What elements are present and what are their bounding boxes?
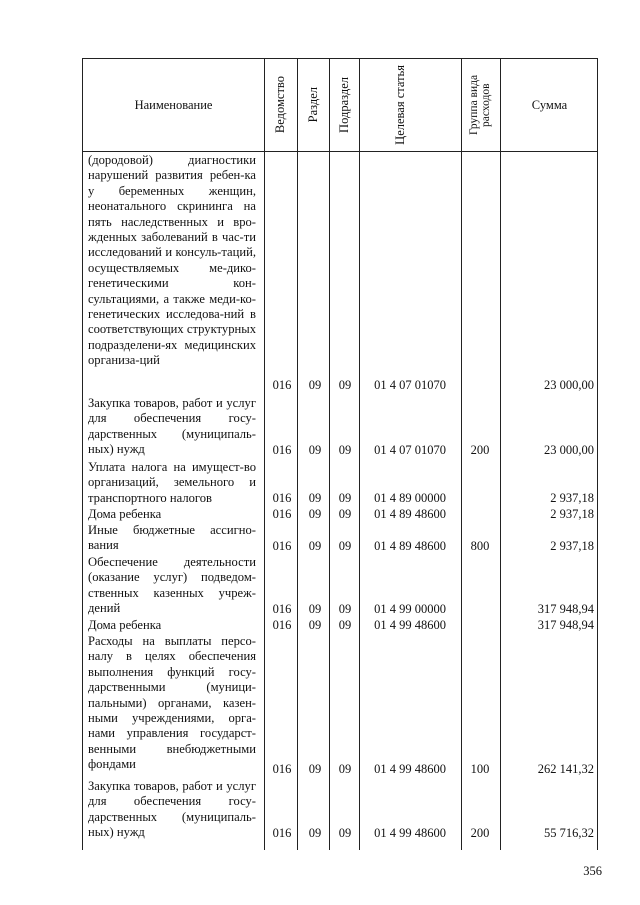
row-summa: 23 000,00 — [544, 443, 594, 457]
col-divider — [461, 59, 462, 850]
col-divider — [359, 59, 360, 850]
row-summa: 2 937,18 — [550, 507, 594, 521]
row-celevaya: 01 4 99 48600 — [374, 618, 446, 632]
row-podrazdel: 09 — [338, 507, 352, 521]
row-vedomstvo: 016 — [272, 443, 292, 457]
row-summa: 55 716,32 — [544, 826, 594, 840]
row-name: Расходы на выплаты персо-налу в целях обеспечения выполнения функций госу-дарственными (муници-пальными) органами, казен-ными учреждениями, орга-нами управления государст-венными внебюджетными фондами — [88, 634, 256, 772]
row-vedomstvo: 016 — [272, 539, 292, 553]
row-vedomstvo: 016 — [272, 507, 292, 521]
header-podrazdel-label: Подраздел — [336, 77, 351, 133]
header-celevaya-label: Целевая статья — [393, 65, 407, 145]
header-name-label: Наименование — [134, 97, 213, 112]
row-razdel: 09 — [308, 507, 322, 521]
row-razdel: 09 — [308, 378, 322, 392]
row-podrazdel: 09 — [338, 618, 352, 632]
row-name: Закупка товаров, работ и услуг для обеспечения госу-дарственных (муниципаль-ных) нужд — [88, 396, 256, 457]
row-celevaya: 01 4 99 48600 — [374, 826, 446, 840]
row-name: (дородовой) диагностики нарушений развития ребен-ка у беременных женщин, неонатального скрининга на пять наследственных и вро-жденных заболеваний в час-ти исследований и консуль-таций, осуществляемых ме-дико-генетическими кон-сультациями, а также меди-ко-генетических исследова-ний в соответствующих структурных подразделени-ях медицинских организа-ций — [88, 153, 256, 368]
header-gruppa — [461, 59, 500, 151]
row-name: Дома ребенка — [88, 507, 162, 521]
row-razdel: 09 — [308, 443, 322, 457]
row-name: Обеспечение деятельности (оказание услуг) подведом-ственных казенных учреж-дений — [88, 555, 256, 616]
row-celevaya: 01 4 07 01070 — [374, 443, 446, 457]
row-razdel: 09 — [308, 539, 322, 553]
row-name: Дома ребенка — [88, 618, 162, 632]
row-gruppa: 800 — [470, 539, 490, 553]
header-summa — [500, 59, 599, 151]
row-razdel: 09 — [308, 826, 322, 840]
row-podrazdel: 09 — [338, 491, 352, 505]
row-gruppa: 200 — [470, 443, 490, 457]
row-name: Иные бюджетные ассигно-вания — [88, 523, 256, 553]
row-celevaya: 01 4 89 48600 — [374, 539, 446, 553]
row-vedomstvo: 016 — [272, 762, 292, 776]
row-vedomstvo: 016 — [272, 378, 292, 392]
row-vedomstvo: 016 — [272, 602, 292, 616]
header-gruppa-label: Группа вида расходов — [468, 74, 493, 136]
row-podrazdel: 09 — [338, 539, 352, 553]
header-name — [83, 59, 264, 151]
row-vedomstvo: 016 — [272, 491, 292, 505]
row-summa: 317 948,94 — [537, 618, 594, 632]
row-gruppa: 200 — [470, 826, 490, 840]
row-name: Уплата налога на имущест-во организаций, земельного и транспортного налогов — [88, 460, 256, 505]
row-razdel: 09 — [308, 491, 322, 505]
row-gruppa: 100 — [470, 762, 490, 776]
row-razdel: 09 — [308, 762, 322, 776]
header-vedomstvo-label: Ведомство — [273, 76, 288, 134]
page-number: 356 — [583, 864, 602, 878]
header-celevaya — [359, 59, 461, 151]
row-celevaya: 01 4 89 48600 — [374, 507, 446, 521]
row-summa: 2 937,18 — [550, 539, 594, 553]
row-celevaya: 01 4 07 01070 — [374, 378, 446, 392]
row-razdel: 09 — [308, 618, 322, 632]
row-summa: 262 141,32 — [537, 762, 594, 776]
col-divider — [329, 59, 330, 850]
row-celevaya: 01 4 99 48600 — [374, 762, 446, 776]
header-podrazdel — [329, 59, 359, 151]
header-vedomstvo — [264, 59, 297, 151]
row-podrazdel: 09 — [338, 602, 352, 616]
header-summa-label: Сумма — [531, 97, 568, 112]
row-vedomstvo: 016 — [272, 618, 292, 632]
row-celevaya: 01 4 99 00000 — [374, 602, 446, 616]
row-podrazdel: 09 — [338, 762, 352, 776]
row-podrazdel: 09 — [338, 378, 352, 392]
row-summa: 23 000,00 — [544, 378, 594, 392]
col-divider — [264, 59, 265, 850]
col-divider — [297, 59, 298, 850]
header-divider — [83, 151, 597, 152]
row-podrazdel: 09 — [338, 826, 352, 840]
row-razdel: 09 — [308, 602, 322, 616]
row-podrazdel: 09 — [338, 443, 352, 457]
row-summa: 317 948,94 — [537, 602, 594, 616]
header-razdel — [297, 59, 329, 151]
row-vedomstvo: 016 — [272, 826, 292, 840]
row-summa: 2 937,18 — [550, 491, 594, 505]
row-celevaya: 01 4 89 00000 — [374, 491, 446, 505]
row-name: Закупка товаров, работ и услуг для обеспечения госу-дарственных (муниципаль-ных) нужд — [88, 779, 256, 840]
header-razdel-label: Раздел — [305, 87, 320, 123]
